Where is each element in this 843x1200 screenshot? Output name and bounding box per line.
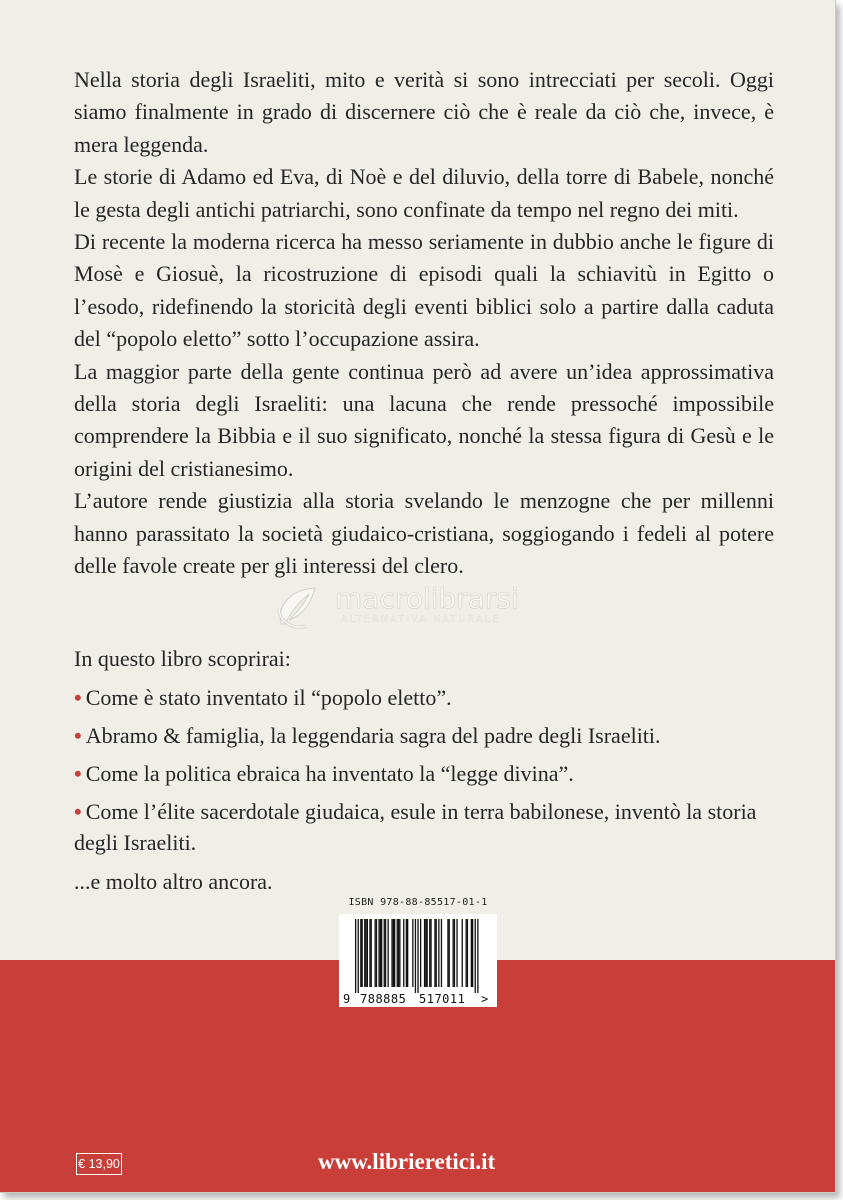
publisher-website: www.librieretici.it [318,1149,496,1174]
barcode-bar [355,919,356,993]
watermark [275,582,575,632]
barcode-bar [380,919,381,987]
bullet-icon: • [74,723,82,748]
barcode-bar [477,919,478,993]
barcode-bar [454,919,455,987]
paragraph-2: Le storie di Adamo ed Eva, di Noè e del diluvio, della torre di Babele, nonché le gesta degli antichi patriarchi, sono confinate da tempo nel regno dei miti. [74,164,774,222]
barcode-bar [425,919,426,987]
barcode-right-group: 517011 [419,992,466,1006]
barcode-bar [407,919,408,987]
leaf-logo-icon [275,584,327,630]
barcode-bar [462,919,463,987]
barcode-bar [367,919,368,987]
barcode-bar [364,919,365,987]
barcode-bar [358,919,359,993]
barcode-bar [393,919,394,987]
barcode-bar [391,919,392,987]
closing-line: ...e molto altro ancora. [74,869,273,894]
barcode-bar [394,919,395,987]
barcode-bar [371,919,372,987]
isbn-label: ISBN 978-88-85517-01-1 [348,897,488,908]
barcode-bar [385,919,386,987]
list-item-text: Come l’élite sacerdotale giudaica, esule in terra babilonese, inventò la storia degli Israeliti. [74,799,757,855]
barcode-bar [360,919,361,987]
list-intro: In questo libro scoprirai: [74,646,291,671]
list-item-text: Abramo & famiglia, la leggendaria sagra del padre degli Israeliti. [85,723,661,748]
barcode-bar [424,919,425,987]
list-item [74,796,794,858]
barcode-digits [339,992,497,1006]
barcode-bar [388,919,389,987]
barcode-panel [339,914,497,1007]
barcode-bar [471,919,472,987]
barcode-bar [427,919,428,987]
barcode-bar [466,919,467,987]
barcode-bar [376,919,377,987]
barcode-bar [403,919,404,987]
bullet-icon: • [74,799,82,824]
barcode-bar [415,919,416,993]
barcode-bar [472,919,473,987]
list-item [74,720,794,751]
list-item [74,682,794,713]
isbn-barcode [339,897,497,1007]
barcode-bar [475,919,476,993]
barcode-bar [381,919,382,987]
barcode-bar [378,919,379,987]
barcode-bar [412,919,413,987]
barcode-bar [384,919,385,987]
barcode-bar [447,919,448,987]
barcode-bar [375,919,376,987]
watermark-brand: macrolibrarsi [335,582,519,615]
list-item-text: Come la politica ebraica ha inventato la “legge divina”. [85,761,574,786]
paragraph-5: L’autore rende giustizia alla storia svelando le menzogne che per millenni hanno parassitato la società giudaico-cristiana, soggiogando i fedeli al potere delle favole create per gli interessi del clero. [74,488,774,579]
barcode-bar [399,919,400,987]
barcode-bar [362,919,363,987]
paragraph-4: La maggior parte della gente continua però ad avere un’idea approssimativa della storia degli Israeliti: una lacuna che rende pressoché impossibile comprendere la Bibbia e il suo significato, nonché la stessa figura di Gesù e le origini del cristianesimo. [74,358,774,481]
barcode-bar [420,919,421,987]
list-item [74,758,794,789]
barcode-bar [417,919,418,993]
barcode-bar [430,919,431,987]
barcode-bar [369,919,370,987]
barcode-left-group: 788885 [360,992,407,1006]
bullet-list [74,682,794,865]
barcode-bar [467,919,468,987]
barcode-end-mark: > [481,992,489,1006]
barcode-bar [436,919,437,987]
barcode-bar [434,919,435,987]
barcode-bar [406,919,407,987]
barcode-bar [397,919,398,987]
barcode-bar [429,919,430,987]
paragraph-1: Nella storia degli Israeliti, mito e verità si sono intrecciati per secoli. Oggi siamo finalmente in grado di discernere ciò che è reale da ciò che, invece, è mera leggenda. [74,67,774,157]
paragraph-3: Di recente la moderna ricerca ha messo seriamente in dubbio anche le figure di Mosè e Giosuè, la ricostruzione di episodi quali la schiavitù in Egitto o l’esodo, ridefinendo la storicità degli eventi biblici solo a partire dalla caduta del “popolo eletto” sotto l’occupazione assira. [74,229,774,352]
barcode-bar [398,919,399,987]
barcode-bar [456,919,457,987]
barcode-bar [441,919,442,987]
description-text [74,64,774,583]
barcode-bar [449,919,450,987]
barcode-lead-digit: 9 [343,992,351,1006]
list-item-text: Come è stato inventato il “popolo eletto”. [85,685,452,710]
barcode-bar [438,919,439,987]
watermark-tagline: ALTERNATIVA NATURALE [341,614,501,625]
barcode-bar [365,919,366,987]
bullet-icon: • [74,761,82,786]
bullet-icon: • [74,685,82,710]
barcode-bar [453,919,454,987]
price-tag: € 13,90 [76,1153,122,1175]
